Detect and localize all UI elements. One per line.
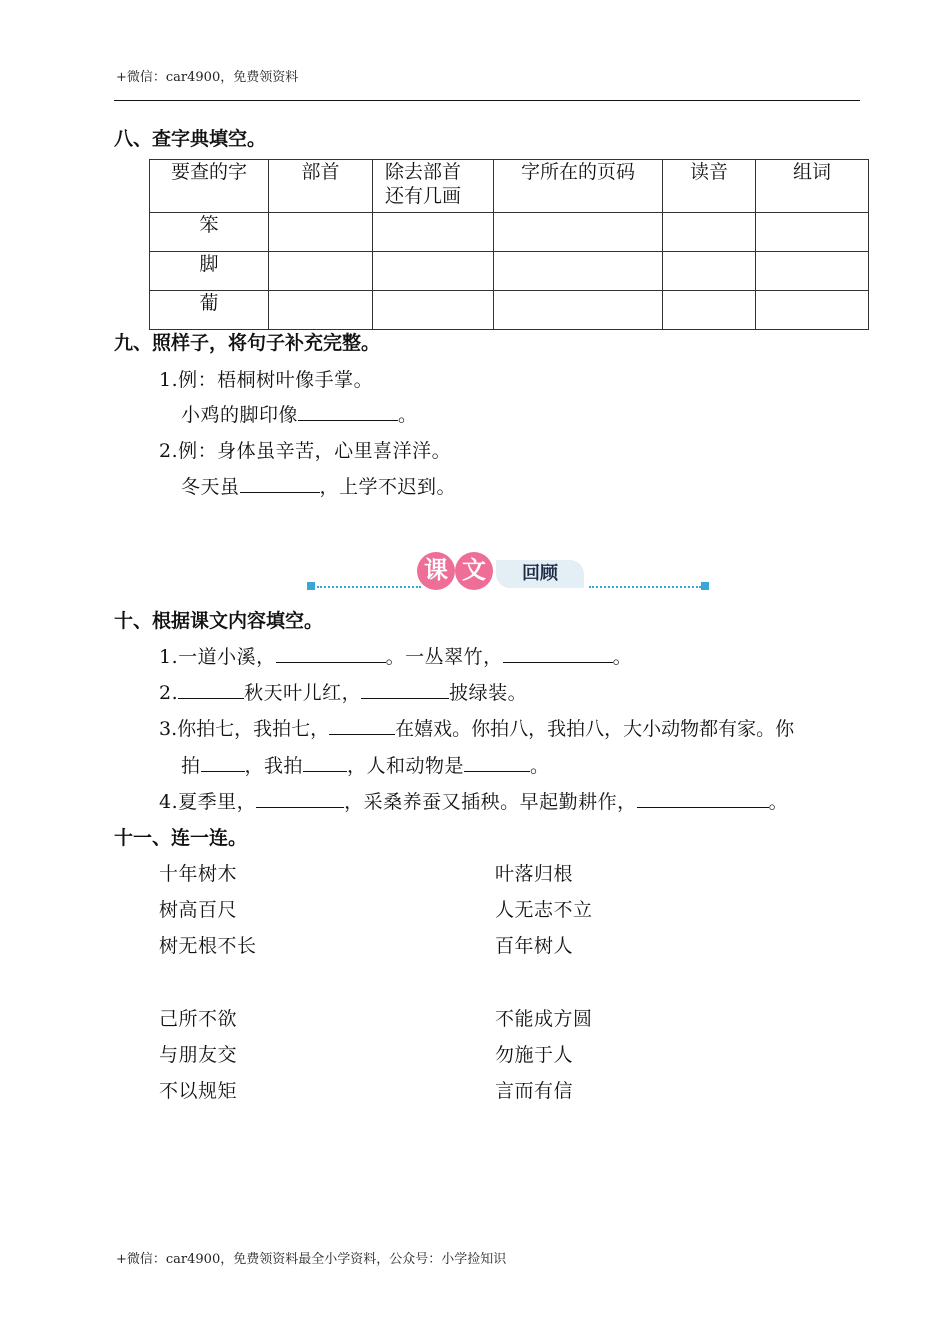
q2-example: 2.例：身体虽辛苦，心里喜洋洋。 (159, 440, 452, 462)
table-cell-blank[interactable] (373, 213, 494, 252)
answer-blank[interactable] (303, 753, 347, 772)
s10-text: 。 (530, 755, 550, 777)
s10-text: 2. (159, 682, 179, 704)
answer-blank[interactable] (464, 753, 530, 772)
answer-blank[interactable] (240, 474, 320, 493)
banner-circle-ke: 课 (417, 552, 455, 590)
answer-blank[interactable] (256, 789, 344, 808)
answer-blank[interactable] (329, 716, 395, 735)
s10-text: 在嬉戏。你拍八，我拍八，大小动物都有家。你 (395, 718, 795, 740)
section-11-title: 十一、连一连。 (114, 827, 248, 849)
match-right-item[interactable]: 人无志不立 (495, 899, 593, 921)
s10-line-2 (159, 678, 527, 705)
match-left-item[interactable]: 树高百尺 (159, 899, 238, 921)
q1-text-b: 。 (398, 404, 418, 426)
table-row (150, 252, 869, 291)
q2-sentence (181, 472, 456, 499)
s10-text: ，采桑养蚕又插秧。早起勤耕作， (344, 791, 637, 813)
table-cell-blank[interactable] (756, 291, 869, 330)
table-cell-blank[interactable] (373, 252, 494, 291)
match-left-item[interactable]: 与朋友交 (159, 1044, 238, 1066)
s10-line-5 (159, 787, 788, 814)
dictionary-table (149, 159, 869, 330)
answer-blank[interactable] (178, 680, 244, 699)
section-10-title: 十、根据课文内容填空。 (114, 610, 324, 632)
table-row (150, 291, 869, 330)
answer-blank[interactable] (637, 789, 769, 808)
banner-label: 回顾 (496, 560, 584, 588)
table-cell-blank[interactable] (756, 252, 869, 291)
banner-circle-wen: 文 (455, 552, 493, 590)
answer-blank[interactable] (361, 680, 449, 699)
s10-text: ，人和动物是 (347, 755, 465, 777)
table-cell-blank[interactable] (663, 213, 756, 252)
table-cell-blank[interactable] (494, 213, 663, 252)
match-left-item[interactable]: 十年树木 (159, 863, 238, 885)
s10-text: 。 (612, 646, 633, 668)
match-left-item[interactable]: 不以规矩 (159, 1080, 238, 1102)
table-cell-blank[interactable] (269, 291, 373, 330)
table-cell-blank[interactable] (269, 213, 373, 252)
table-cell-blank[interactable] (494, 291, 663, 330)
table-header-row (150, 160, 869, 213)
s10-text: 1.一道小溪， (159, 646, 276, 668)
banner-dot-left (307, 582, 315, 590)
answer-blank[interactable] (276, 644, 386, 663)
q1-text-a: 小鸡的脚印像 (181, 404, 299, 426)
s10-line-1 (159, 642, 632, 669)
s10-text: 秋天叶儿红， (244, 682, 362, 704)
header-rule (114, 100, 860, 101)
match-right-item[interactable]: 勿施于人 (495, 1044, 574, 1066)
q1-sentence (181, 400, 418, 427)
s10-text: ，我拍 (244, 755, 304, 777)
footer-note: +微信：car4900，免费领资料最全小学资料，公众号：小学捡知识 (116, 1252, 507, 1267)
table-header-cell: 要查的字 (150, 160, 269, 213)
table-cell-blank[interactable] (269, 252, 373, 291)
header-note: +微信：car4900，免费领资料 (116, 70, 299, 85)
s10-line-3 (159, 714, 794, 741)
table-cell-char: 笨 (150, 213, 269, 252)
banner-dotted-line-right (589, 586, 701, 588)
table-header-cell: 组词 (756, 160, 869, 213)
answer-blank[interactable] (503, 644, 613, 663)
answer-blank[interactable] (298, 402, 398, 421)
table-cell-blank[interactable] (373, 291, 494, 330)
match-left-item[interactable]: 树无根不长 (159, 935, 257, 957)
s10-text: 4.夏季里， (159, 791, 257, 813)
table-cell-blank[interactable] (663, 291, 756, 330)
lesson-review-banner (307, 552, 713, 592)
q2-text-a: 冬天虽 (181, 476, 240, 498)
table-header-cell: 除去部首 还有几画 (373, 160, 494, 213)
section-9-title: 九、照样子，将句子补充完整。 (114, 332, 381, 354)
q1-example: 1.例：梧桐树叶像手掌。 (159, 369, 374, 391)
s10-line-4 (181, 751, 550, 778)
banner-dotted-line-left (317, 586, 421, 588)
match-right-item[interactable]: 言而有信 (495, 1080, 574, 1102)
s10-text: 3.你拍七，我拍七， (159, 718, 330, 740)
q2-text-b: ，上学不迟到。 (319, 476, 457, 498)
answer-blank[interactable] (201, 753, 245, 772)
table-cell-blank[interactable] (663, 252, 756, 291)
s10-text: 披绿装。 (449, 682, 528, 704)
s10-text: 。 (768, 791, 789, 813)
table-header-cell: 读音 (663, 160, 756, 213)
section-8-title: 八、查字典填空。 (114, 128, 267, 150)
match-right-item[interactable]: 百年树人 (495, 935, 574, 957)
table-header-cell: 部首 (269, 160, 373, 213)
s10-text: 。一丛翠竹， (385, 646, 503, 668)
s10-text: 拍 (181, 755, 201, 777)
table-cell-char: 脚 (150, 252, 269, 291)
table-row (150, 213, 869, 252)
table-header-cell: 字所在的页码 (494, 160, 663, 213)
banner-dot-right (701, 582, 709, 590)
table-cell-char: 葡 (150, 291, 269, 330)
table-cell-blank[interactable] (494, 252, 663, 291)
match-right-item[interactable]: 叶落归根 (495, 863, 574, 885)
match-left-item[interactable]: 己所不欲 (159, 1008, 238, 1030)
match-right-item[interactable]: 不能成方圆 (495, 1008, 593, 1030)
table-cell-blank[interactable] (756, 213, 869, 252)
